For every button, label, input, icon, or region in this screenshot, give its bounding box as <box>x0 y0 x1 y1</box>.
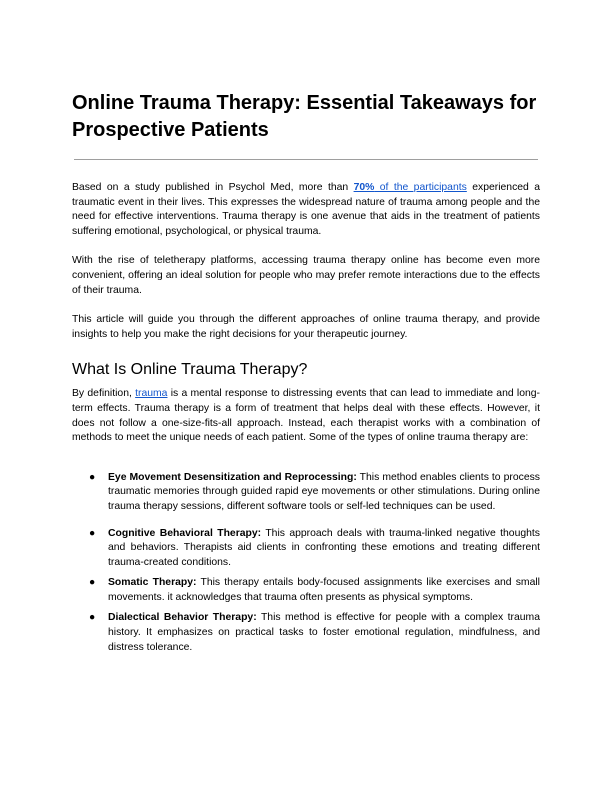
intro-text-before-link: Based on a study published in Psychol Med, more than <box>72 182 354 193</box>
intro-paragraph-3: This article will guide you through the different approaches of online trauma therapy, and provide insights to help you make the right decisions for your therapeutic journey. <box>72 314 540 340</box>
therapy-types-list <box>72 471 540 656</box>
list-item-cbt <box>72 527 540 571</box>
page-title: Online Trauma Therapy: Essential Takeaways for Prospective Patients <box>72 92 537 141</box>
definition-text-before-link: By definition, <box>72 388 136 400</box>
list-item-dbt <box>72 611 540 655</box>
study-participants-link[interactable] <box>354 182 467 193</box>
list-item-term: Somatic Therapy: <box>108 577 197 589</box>
list-item-term: Cognitive Behavioral Therapy: <box>108 527 262 539</box>
list-item-somatic <box>72 576 540 605</box>
title-divider <box>74 159 538 160</box>
study-link-percent: 70% <box>353 182 375 193</box>
definition-text-after-link: is a mental response to distressing events that can lead to immediate and long-term effects. Trauma therapy is a form of treatment that helps deal with these effects. However, it does not follow a one-size-fits-all approach. Instead, each therapist works with a combination of methods to meet the unique needs of each patient. Some of the types of online trauma therapy are: <box>72 388 540 444</box>
study-link-text: of the participants <box>374 182 467 193</box>
bullet-icon: ● <box>89 612 96 624</box>
bullet-icon: ● <box>89 527 96 539</box>
list-item-text: This method is effective for people with a complex trauma history. It emphasizes on practical tasks to foster emotional regulation, mindfulness, and distress tolerance. <box>108 612 540 653</box>
list-item-term: Eye Movement Desensitization and Reprocessing: <box>108 471 357 483</box>
bullet-icon: ● <box>89 471 96 483</box>
list-item-term: Dialectical Behavior Therapy: <box>108 612 257 624</box>
list-item-text: This therapy entails body-focused assignments like exercises and small movements. it acknowledges that trauma often presents as physical symptoms. <box>108 577 540 603</box>
list-item-text: This approach deals with trauma-linked negative thoughts and behaviors. Therapists aid clients in confronting these emotions and treating different trauma-created conditions. <box>108 527 540 568</box>
intro-paragraph-2: With the rise of teletherapy platforms, accessing trauma therapy online has become even more convenient, offering an ideal solution for people who may prefer remote interactions due to the effects of their trauma. <box>72 255 540 296</box>
trauma-link[interactable]: trauma <box>135 388 168 400</box>
section-heading: What Is Online Trauma Therapy? <box>72 361 308 379</box>
definition-paragraph <box>72 387 540 445</box>
list-item-text: This method enables clients to process traumatic memories through guided rapid eye movements or other stimulations. During online trauma therapy sessions, different software tools or self-led techniques can be used. <box>108 471 540 512</box>
bullet-icon: ● <box>89 577 96 589</box>
intro-text-after-link: experienced a traumatic event in their lives. This expresses the widespread nature of trauma among people and the need for effective interventions. Trauma therapy is one avenue that aids in the treatment of patients suffering emotional, psychological, or physical trauma. <box>72 182 541 237</box>
intro-paragraph-1 <box>72 181 540 239</box>
document-page <box>72 90 540 655</box>
list-item-emdr <box>72 471 540 515</box>
